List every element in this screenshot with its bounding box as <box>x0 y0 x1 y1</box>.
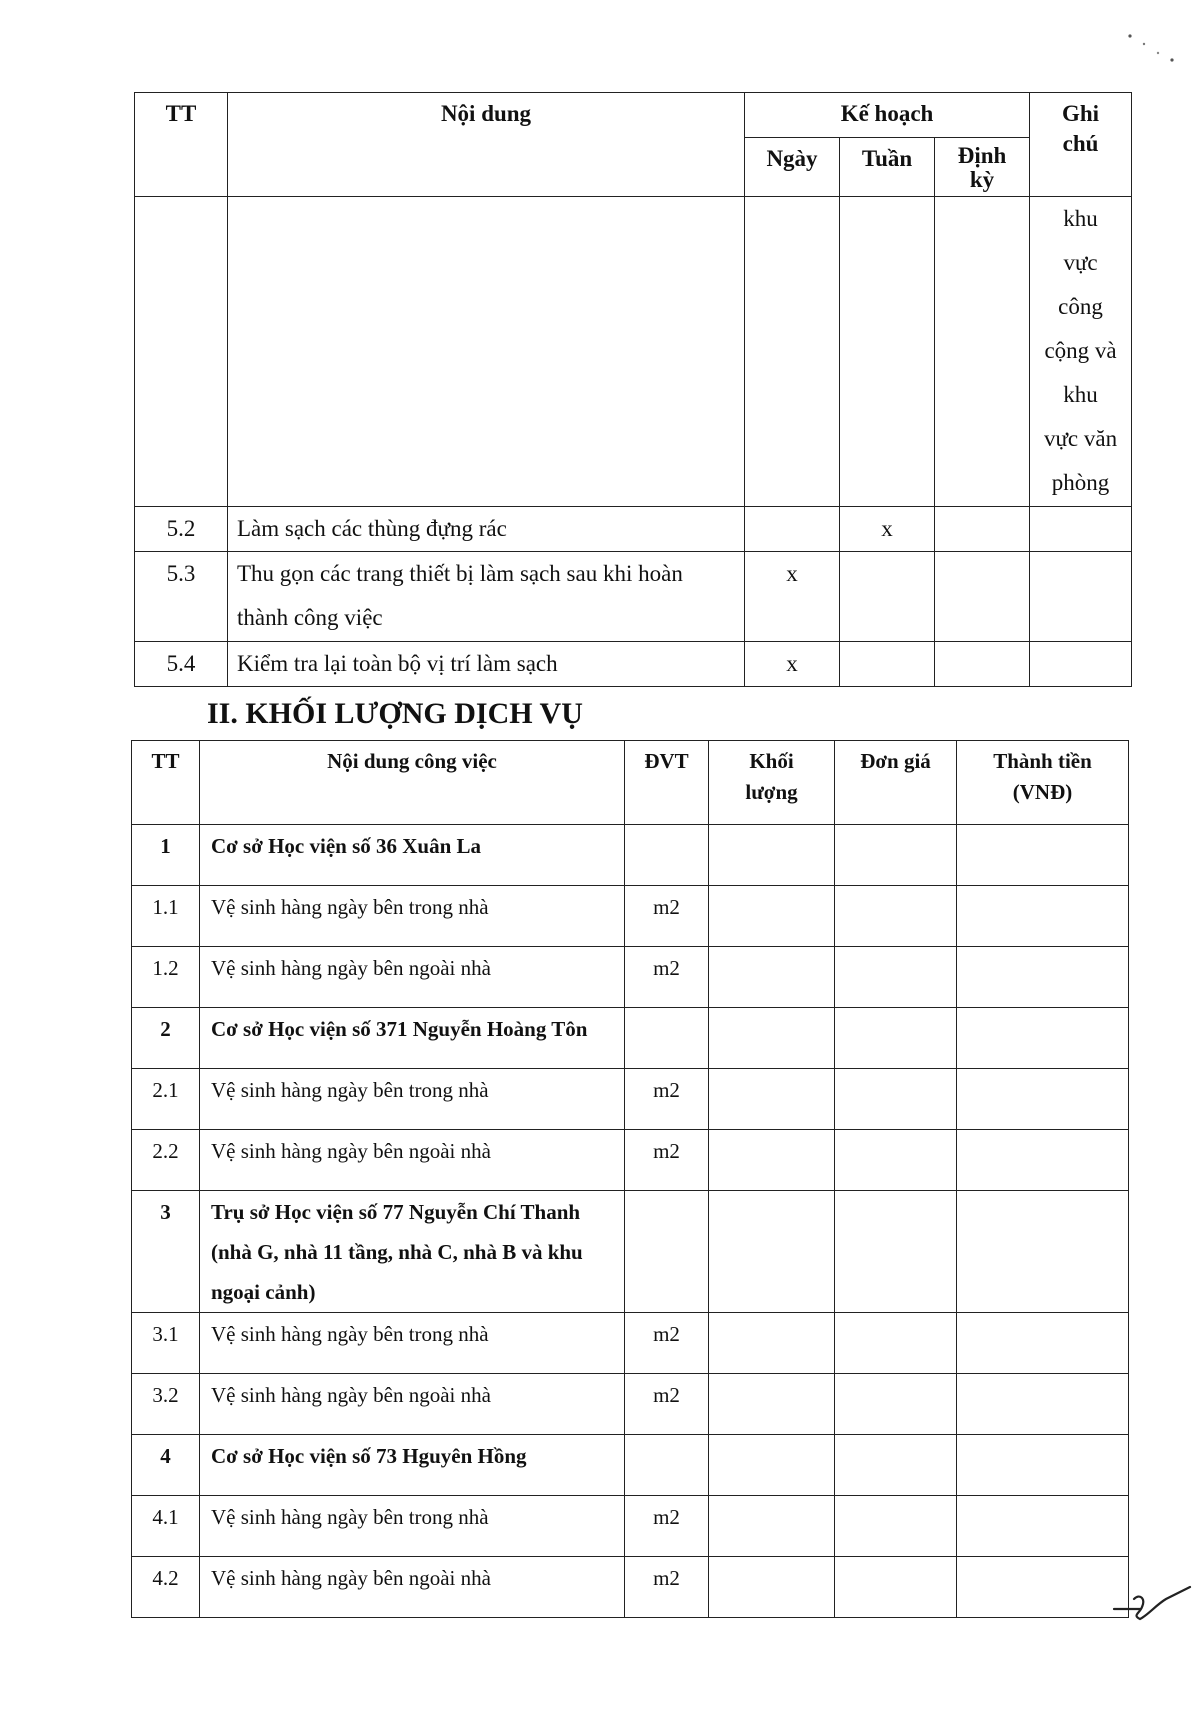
row-note <box>1030 642 1132 687</box>
row-amount <box>957 1191 1129 1313</box>
row-amount <box>957 1374 1129 1435</box>
row-volume <box>709 886 835 947</box>
plan-continuation-note <box>1030 197 1132 507</box>
table-row <box>132 1313 1129 1374</box>
row-day: x <box>745 642 840 687</box>
row-amount <box>957 1313 1129 1374</box>
row-tt: 2.1 <box>132 1069 200 1130</box>
service-table <box>131 740 1129 1618</box>
service-header-volume <box>709 741 835 825</box>
row-unit: m2 <box>625 886 709 947</box>
row-tt: 4 <box>132 1435 200 1496</box>
row-content: Vệ sinh hàng ngày bên ngoài nhà <box>200 1557 625 1618</box>
service-header-amount-line1: Thành tiền <box>993 749 1092 773</box>
row-tt: 1.1 <box>132 886 200 947</box>
service-header-volume-line1: Khối <box>749 749 794 773</box>
row-unit-price <box>835 1496 957 1557</box>
plan-header-day: Ngày <box>745 138 840 197</box>
row-content: Vệ sinh hàng ngày bên trong nhà <box>200 886 625 947</box>
row-day: x <box>745 552 840 642</box>
row-content: Kiểm tra lại toàn bộ vị trí làm sạch <box>228 642 745 687</box>
row-unit: m2 <box>625 947 709 1008</box>
row-amount <box>957 1008 1129 1069</box>
row-amount <box>957 1496 1129 1557</box>
table-group-row <box>132 1008 1129 1069</box>
row-volume <box>709 1191 835 1313</box>
row-unit: m2 <box>625 1069 709 1130</box>
row-unit <box>625 825 709 886</box>
table-group-row <box>132 825 1129 886</box>
row-content: Làm sạch các thùng đựng rác <box>228 507 745 552</box>
table-row <box>132 1557 1129 1618</box>
plan-cell-day <box>745 197 840 507</box>
row-tt: 3 <box>132 1191 200 1313</box>
plan-header-week: Tuần <box>840 138 935 197</box>
row-unit: m2 <box>625 1374 709 1435</box>
note-line: công <box>1058 294 1103 319</box>
row-note <box>1030 507 1132 552</box>
note-line: phòng <box>1051 470 1110 495</box>
row-content: Cơ sở Học viện số 73 Hguyên Hồng <box>200 1435 625 1496</box>
row-tt: 1 <box>132 825 200 886</box>
row-week: x <box>840 507 935 552</box>
plan-header-tt: TT <box>135 93 228 197</box>
row-week <box>840 552 935 642</box>
row-volume <box>709 1496 835 1557</box>
row-content: Vệ sinh hàng ngày bên ngoài nhà <box>200 1374 625 1435</box>
table-row <box>132 1496 1129 1557</box>
table-group-row <box>132 1435 1129 1496</box>
row-unit <box>625 1435 709 1496</box>
row-volume <box>709 1557 835 1618</box>
row-volume <box>709 947 835 1008</box>
row-tt: 5.4 <box>135 642 228 687</box>
row-week <box>840 642 935 687</box>
table-row <box>135 507 1132 552</box>
row-content: Vệ sinh hàng ngày bên ngoài nhà <box>200 1130 625 1191</box>
row-amount <box>957 1130 1129 1191</box>
plan-continuation-row <box>135 197 1132 507</box>
row-amount <box>957 947 1129 1008</box>
service-table-body <box>132 825 1129 1618</box>
row-unit-price <box>835 947 957 1008</box>
row-periodic <box>935 507 1030 552</box>
row-volume <box>709 825 835 886</box>
row-unit: m2 <box>625 1130 709 1191</box>
row-content: Cơ sở Học viện số 36 Xuân La <box>200 825 625 886</box>
row-unit-price <box>835 825 957 886</box>
note-line: khu <box>1063 382 1098 407</box>
row-tt: 3.2 <box>132 1374 200 1435</box>
plan-header-plan: Kế hoạch <box>745 93 1030 138</box>
row-tt: 5.3 <box>135 552 228 642</box>
plan-cell-week <box>840 197 935 507</box>
row-unit <box>625 1008 709 1069</box>
row-volume <box>709 1130 835 1191</box>
plan-header-note-line1: Ghi <box>1061 101 1100 126</box>
table-row <box>132 886 1129 947</box>
row-unit-price <box>835 1069 957 1130</box>
table-group-row <box>132 1191 1129 1313</box>
row-volume <box>709 1008 835 1069</box>
row-unit-price <box>835 1435 957 1496</box>
row-tt: 4.1 <box>132 1496 200 1557</box>
plan-cell-periodic <box>935 197 1030 507</box>
row-content: Trụ sở Học viện số 77 Nguyễn Chí Thanh (nhà G, nhà 11 tầng, nhà C, nhà B và khu ngoại cảnh) <box>200 1191 625 1313</box>
row-tt: 3.1 <box>132 1313 200 1374</box>
table-row <box>132 1069 1129 1130</box>
service-header-amount <box>957 741 1129 825</box>
table-row <box>132 947 1129 1008</box>
note-line: khu <box>1063 206 1098 231</box>
section-title: II. KHỐI LƯỢNG DỊCH VỤ <box>207 697 583 730</box>
plan-header-periodic <box>935 138 1030 197</box>
row-amount <box>957 1069 1129 1130</box>
note-line: cộng và <box>1044 338 1117 363</box>
row-amount <box>957 886 1129 947</box>
service-header-tt: TT <box>132 741 200 825</box>
row-content: Vệ sinh hàng ngày bên ngoài nhà <box>200 947 625 1008</box>
plan-table <box>134 92 1132 687</box>
row-amount <box>957 825 1129 886</box>
row-tt: 1.2 <box>132 947 200 1008</box>
plan-header-periodic-line1: Định <box>957 143 1007 168</box>
table-row <box>135 642 1132 687</box>
row-tt: 2.2 <box>132 1130 200 1191</box>
row-unit-price <box>835 1374 957 1435</box>
row-unit: m2 <box>625 1557 709 1618</box>
table-row <box>132 1374 1129 1435</box>
row-unit-price <box>835 1313 957 1374</box>
row-content: Vệ sinh hàng ngày bên trong nhà <box>200 1496 625 1557</box>
note-line: vực văn <box>1043 426 1118 451</box>
row-unit <box>625 1191 709 1313</box>
plan-cell-content <box>228 197 745 507</box>
row-content: Vệ sinh hàng ngày bên trong nhà <box>200 1313 625 1374</box>
row-unit-price <box>835 886 957 947</box>
service-header-unit-price: Đơn giá <box>835 741 957 825</box>
row-tt: 4.2 <box>132 1557 200 1618</box>
row-unit: m2 <box>625 1313 709 1374</box>
row-amount <box>957 1435 1129 1496</box>
row-unit-price <box>835 1191 957 1313</box>
row-volume <box>709 1374 835 1435</box>
row-tt: 2 <box>132 1008 200 1069</box>
row-unit: m2 <box>625 1496 709 1557</box>
service-header-amount-line2: (VNĐ) <box>1012 780 1073 804</box>
handwritten-initial-mark <box>1110 1585 1195 1625</box>
row-content: Vệ sinh hàng ngày bên trong nhà <box>200 1069 625 1130</box>
plan-header-note <box>1030 93 1132 197</box>
row-content: Thu gọn các trang thiết bị làm sạch sau khi hoàn thành công việc <box>228 552 745 642</box>
row-amount <box>957 1557 1129 1618</box>
row-tt: 5.2 <box>135 507 228 552</box>
row-periodic <box>935 642 1030 687</box>
plan-header-content: Nội dung <box>228 93 745 197</box>
row-content: Cơ sở Học viện số 371 Nguyễn Hoàng Tôn <box>200 1008 625 1069</box>
row-periodic <box>935 552 1030 642</box>
row-volume <box>709 1069 835 1130</box>
note-line: vực <box>1063 250 1098 275</box>
row-volume <box>709 1313 835 1374</box>
service-header-content: Nội dung công việc <box>200 741 625 825</box>
plan-header-note-line2: chú <box>1062 131 1099 156</box>
row-day <box>745 507 840 552</box>
scan-speck-mark <box>1120 28 1190 78</box>
row-unit-price <box>835 1557 957 1618</box>
row-note <box>1030 552 1132 642</box>
table-row <box>135 552 1132 642</box>
plan-header-periodic-line2: kỳ <box>969 167 995 192</box>
table-row <box>132 1130 1129 1191</box>
plan-cell-tt <box>135 197 228 507</box>
row-unit-price <box>835 1130 957 1191</box>
row-volume <box>709 1435 835 1496</box>
row-unit-price <box>835 1008 957 1069</box>
service-header-unit: ĐVT <box>625 741 709 825</box>
service-header-volume-line2: lượng <box>745 780 798 804</box>
